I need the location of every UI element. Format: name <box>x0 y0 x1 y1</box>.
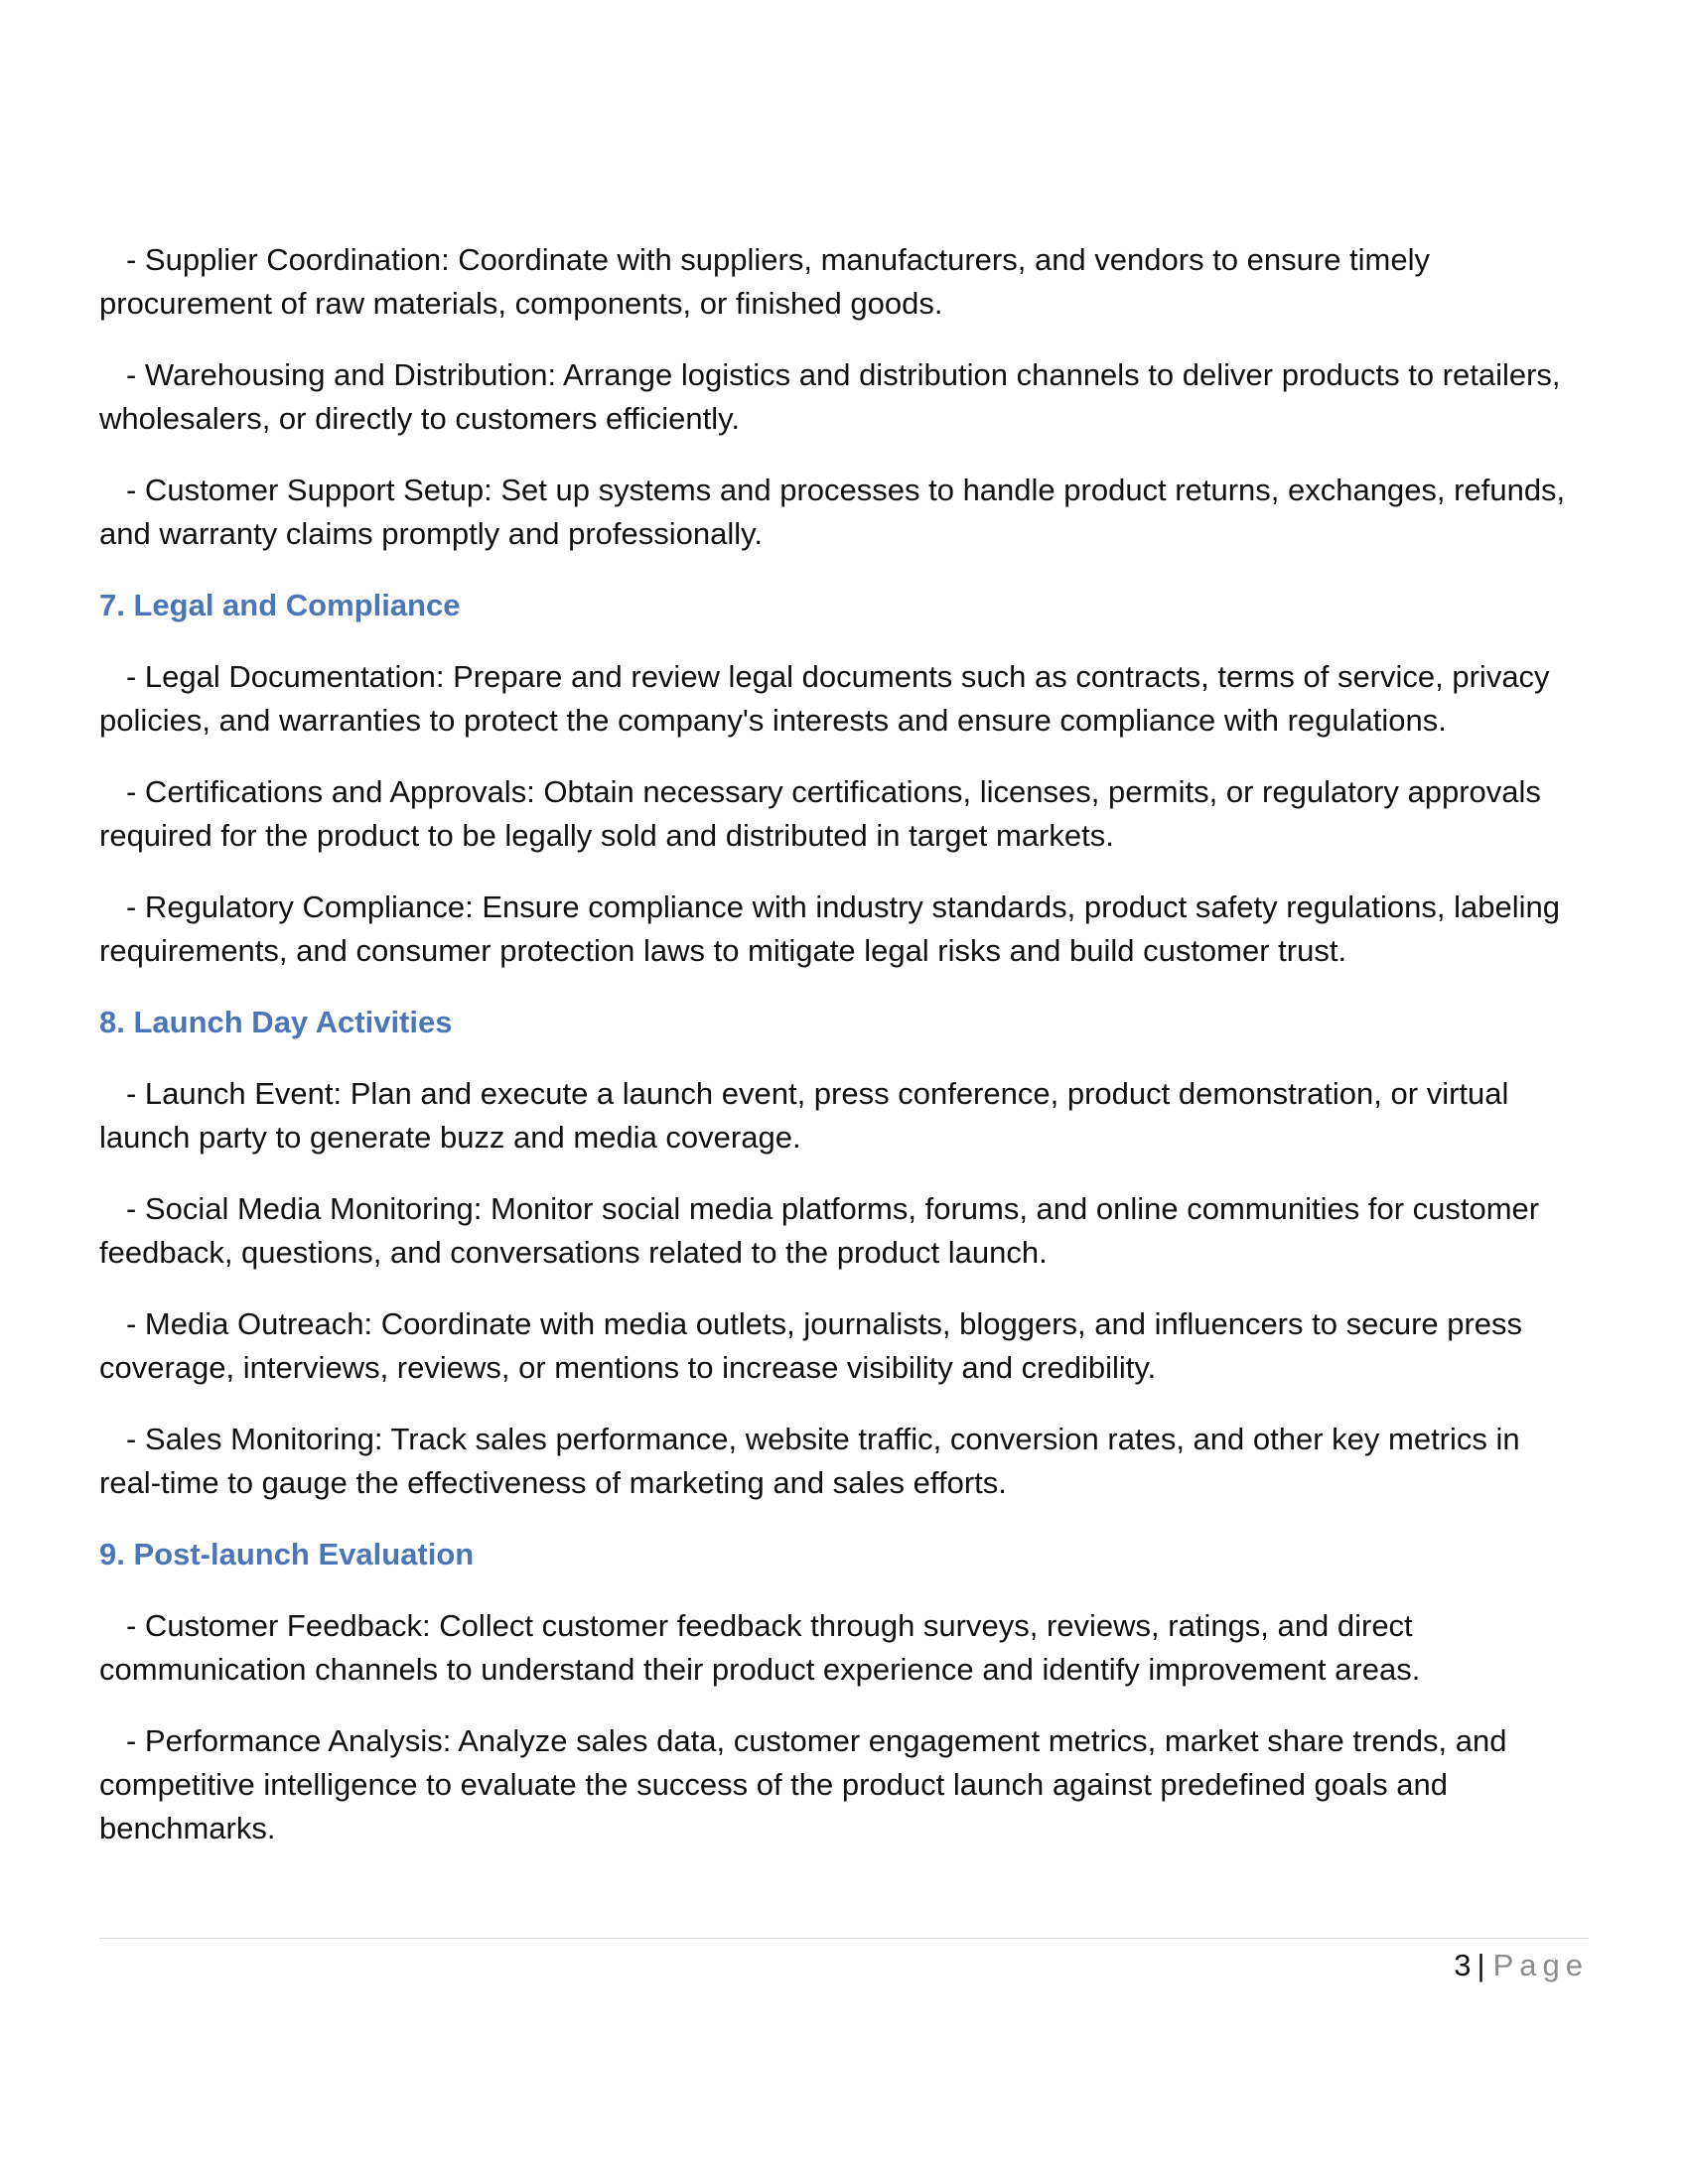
paragraph-performance-analysis: - Performance Analysis: Analyze sales data, customer engagement metrics, market share trends, and competitive intelligence to evaluate the success of the product launch against predefined goals and benchmarks. <box>99 1723 1507 1845</box>
section-heading-launch-day: 8. Launch Day Activities <box>99 1005 453 1039</box>
section-heading-legal-compliance: 7. Legal and Compliance <box>99 588 461 622</box>
page-number: 3 <box>1454 1948 1472 1982</box>
paragraph-supplier-coordination: - Supplier Coordination: Coordinate with suppliers, manufacturers, and vendors to ensure timely procurement of raw materials, components, or finished goods. <box>99 242 1431 321</box>
paragraph-launch-event: - Launch Event: Plan and execute a launch event, press conference, product demonstration, or virtual launch party to generate buzz and media coverage. <box>99 1076 1509 1155</box>
page-footer <box>1454 1944 1589 1987</box>
footer-separator: | <box>1477 1948 1485 1982</box>
section-heading-post-launch: 9. Post-launch Evaluation <box>99 1537 475 1571</box>
paragraph-media-outreach: - Media Outreach: Coordinate with media outlets, journalists, bloggers, and influencers to secure press coverage, interviews, reviews, or mentions to increase visibility and credibility. <box>99 1306 1523 1385</box>
paragraph-social-media-monitoring: - Social Media Monitoring: Monitor social media platforms, forums, and online communities for customer feedback, questions, and conversations related to the product launch. <box>99 1191 1540 1270</box>
page-label: Page <box>1492 1948 1589 1982</box>
paragraph-customer-feedback: - Customer Feedback: Collect customer feedback through surveys, reviews, ratings, and direct communication channels to understand their product experience and identify improvement areas. <box>99 1608 1421 1687</box>
paragraph-customer-support-setup: - Customer Support Setup: Set up systems and processes to handle product returns, exchanges, refunds, and warranty claims promptly and professionally. <box>99 473 1566 551</box>
paragraph-legal-documentation: - Legal Documentation: Prepare and review legal documents such as contracts, terms of service, privacy policies, and warranties to protect the company's interests and ensure compliance with regulations. <box>99 659 1550 738</box>
paragraph-sales-monitoring: - Sales Monitoring: Track sales performance, website traffic, conversion rates, and other key metrics in real-time to gauge the effectiveness of marketing and sales efforts. <box>99 1422 1520 1500</box>
paragraph-warehousing-distribution: - Warehousing and Distribution: Arrange logistics and distribution channels to deliver products to retailers, wholesalers, or directly to customers efficiently. <box>99 357 1561 436</box>
footer-divider <box>99 1938 1589 1939</box>
paragraph-certifications-approvals: - Certifications and Approvals: Obtain necessary certifications, licenses, permits, or regulatory approvals required for the product to be legally sold and distributed in target markets. <box>99 774 1541 853</box>
paragraph-regulatory-compliance: - Regulatory Compliance: Ensure compliance with industry standards, product safety regulations, labeling requirements, and consumer protection laws to mitigate legal risks and build customer trust. <box>99 889 1560 968</box>
document-body <box>99 238 1589 1878</box>
